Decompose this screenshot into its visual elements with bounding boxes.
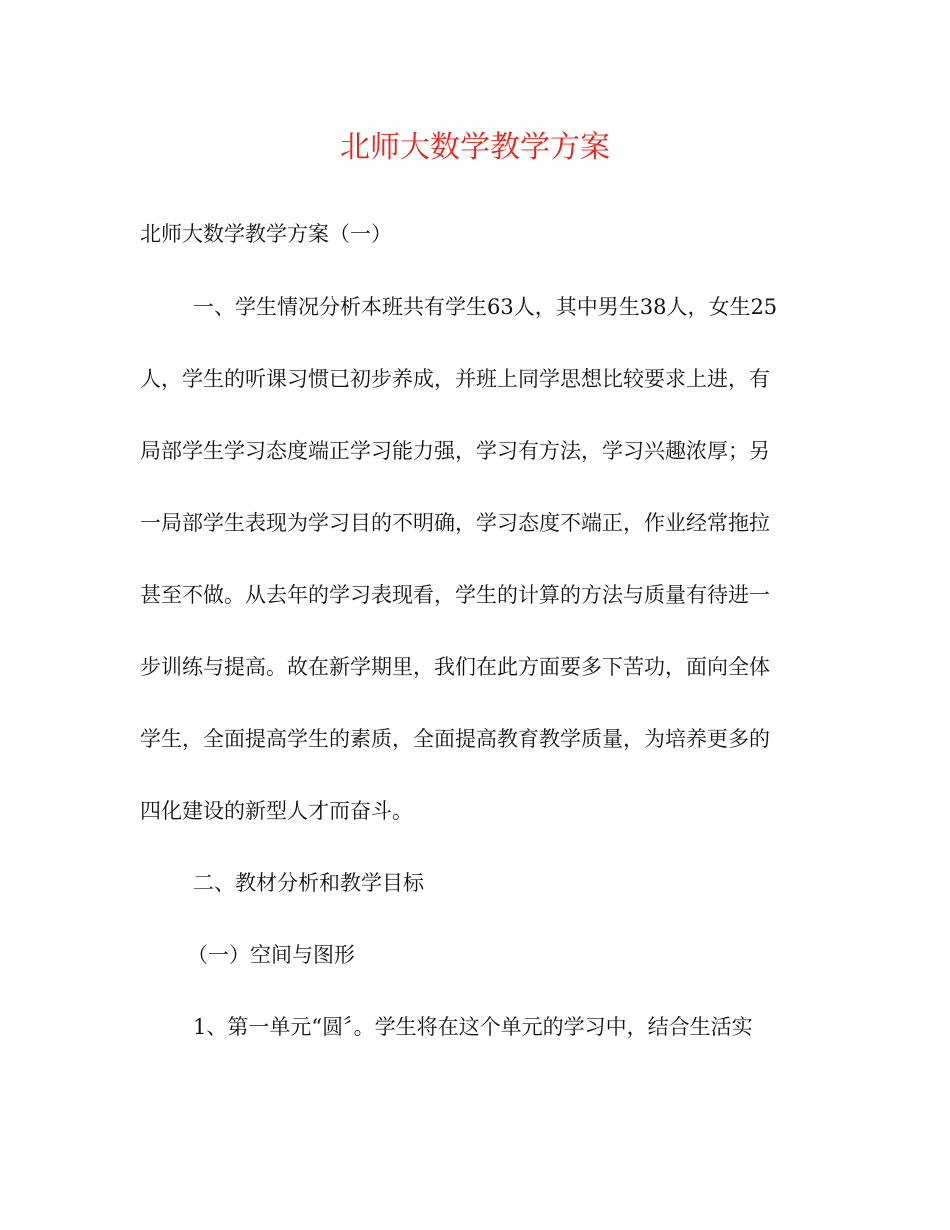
paragraph-line: 一局部学生表现为学习目的不明确，学习态度不端正，作业经常拖拉: [140, 511, 770, 535]
paragraph-line: 四化建设的新型人才而奋斗。: [140, 799, 413, 823]
document-title: 北师大数学教学方案: [340, 130, 610, 165]
section-heading: 二、教材分析和教学目标: [193, 871, 424, 895]
paragraph-line: 局部学生学习态度端正学习能力强，学习有方法，学习兴趣浓厚；另: [140, 439, 770, 463]
subsection-heading: （一）空间与图形: [187, 943, 355, 967]
paragraph-line: 学生，全面提高学生的素质，全面提高教育教学质量，为培养更多的: [140, 727, 770, 751]
paragraph-line: 步训练与提高。故在新学期里，我们在此方面要多下苦功，面向全体: [140, 655, 770, 679]
list-item: 1、第一单元“圆〞。学生将在这个单元的学习中，结合生活实: [193, 1015, 753, 1039]
document-subtitle: 北师大数学教学方案（一）: [140, 222, 392, 246]
paragraph-line: 一、学生情况分析本班共有学生63人，其中男生38人，女生25: [193, 295, 778, 319]
paragraph-line: 甚至不做。从去年的学习表现看，学生的计算的方法与质量有待进一: [140, 583, 770, 607]
paragraph-line: 人，学生的听课习惯已初步养成，并班上同学思想比较要求上进，有: [140, 367, 770, 391]
